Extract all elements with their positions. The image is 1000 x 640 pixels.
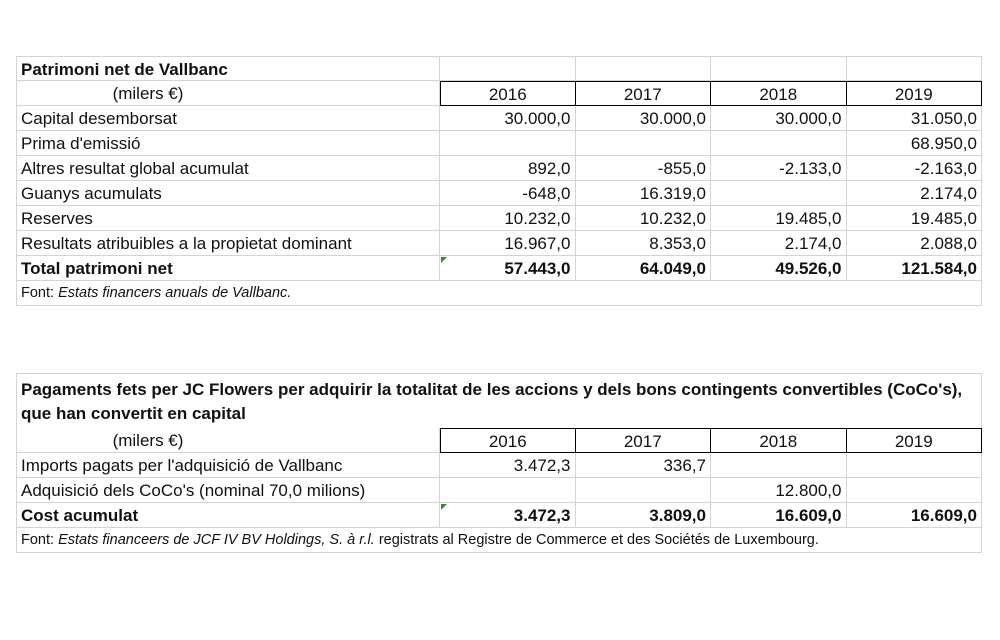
table-row [16,156,982,181]
total-value: 49.526,0 [711,256,847,281]
total-label: Cost acumulat [16,503,440,528]
source-note: Font: Estats financers anuals de Vallbanc. [16,281,982,306]
table-title: Pagaments fets per JC Flowers per adquirir la totalitat de les accions y dels bons contingents convertibles (CoCo's), que han convertit en capital [16,373,982,428]
year-header: 2017 [576,428,712,453]
cell-value: 30.000,0 [711,106,847,131]
cell-value: -855,0 [576,156,712,181]
cell-value: 19.485,0 [847,206,983,231]
row-label: Capital desemborsat [16,106,440,131]
year-header: 2016 [440,428,576,453]
year-header: 2018 [711,81,847,106]
unit-label: (milers €) [16,428,440,453]
unit-label: (milers €) [16,81,440,106]
total-label: Total patrimoni net [16,256,440,281]
cell-value [711,453,847,478]
total-value: 3.472,3 [440,503,576,528]
total-row [16,503,982,528]
cell-value: -2.133,0 [711,156,847,181]
cell-value: 10.232,0 [576,206,712,231]
cell-comment-marker [441,504,447,510]
source-note-row [16,528,982,553]
cell-value: -648,0 [440,181,576,206]
total-value: 16.609,0 [711,503,847,528]
header-row [16,428,982,453]
row-label: Imports pagats per l'adquisició de Vallbanc [16,453,440,478]
cell-value: 892,0 [440,156,576,181]
cell-value [847,453,983,478]
cell-value: -2.163,0 [847,156,983,181]
cell-value: 30.000,0 [440,106,576,131]
cell-value: 31.050,0 [847,106,983,131]
table-row [16,181,982,206]
table-title-row [16,56,982,81]
cell-value [440,478,576,503]
cell-value: 10.232,0 [440,206,576,231]
equity-table [16,56,982,306]
row-label: Guanys acumulats [16,181,440,206]
year-header: 2019 [847,428,983,453]
table-row [16,453,982,478]
row-label: Adquisició dels CoCo's (nominal 70,0 milions) [16,478,440,503]
table-row [16,231,982,256]
cell-value: 12.800,0 [711,478,847,503]
row-label: Resultats atribuibles a la propietat dominant [16,231,440,256]
cell-value [711,181,847,206]
jc-flowers-payments-table [16,373,982,553]
cell-value [576,131,712,156]
cell-value: 68.950,0 [847,131,983,156]
source-note-row [16,281,982,306]
table-row [16,478,982,503]
row-label: Reserves [16,206,440,231]
cell-comment-marker [441,257,447,263]
table-title: Patrimoni net de Vallbanc [16,56,440,81]
cell-value [440,131,576,156]
total-value: 121.584,0 [847,256,983,281]
cell-value: 3.472,3 [440,453,576,478]
cell-value: 2.174,0 [847,181,983,206]
source-note: Font: Estats financeers de JCF IV BV Holdings, S. à r.l. registrats al Registre de Commerce et des Sociétés de Luxembourg. [16,528,982,553]
header-row [16,81,982,106]
total-value: 64.049,0 [576,256,712,281]
table-row [16,206,982,231]
table-row [16,131,982,156]
year-header: 2019 [847,81,983,106]
cell-value [847,478,983,503]
total-value: 3.809,0 [576,503,712,528]
cell-value: 16.319,0 [576,181,712,206]
row-label: Altres resultat global acumulat [16,156,440,181]
total-row [16,256,982,281]
cell-value: 19.485,0 [711,206,847,231]
total-value: 16.609,0 [847,503,983,528]
cell-value [576,478,712,503]
row-label: Prima d'emissió [16,131,440,156]
year-header: 2018 [711,428,847,453]
cell-value: 2.088,0 [847,231,983,256]
cell-value: 2.174,0 [711,231,847,256]
year-header: 2016 [440,81,576,106]
year-header: 2017 [576,81,712,106]
cell-value: 336,7 [576,453,712,478]
cell-value: 30.000,0 [576,106,712,131]
cell-value: 16.967,0 [440,231,576,256]
table-row [16,106,982,131]
total-value: 57.443,0 [440,256,576,281]
cell-value [711,131,847,156]
cell-value: 8.353,0 [576,231,712,256]
